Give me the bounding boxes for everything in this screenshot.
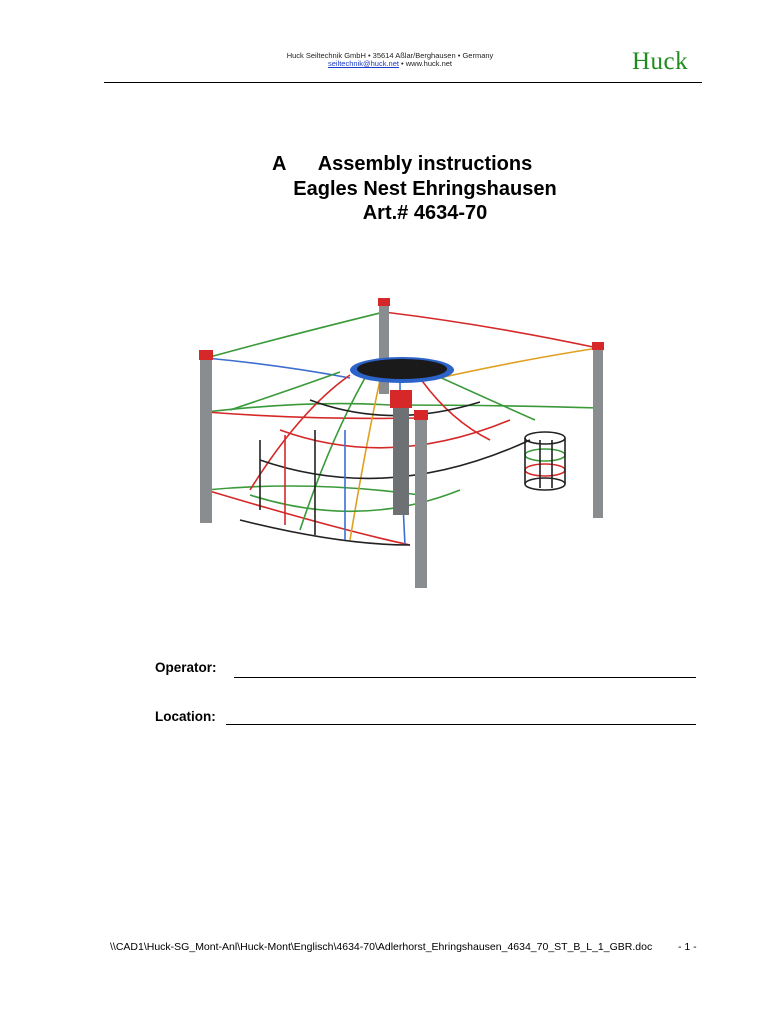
header-company-line: Huck Seiltechnik GmbH • 35614 Aßlar/Berghausen • Germany	[286, 51, 494, 60]
rope-tunnel	[525, 432, 565, 490]
location-line[interactable]	[226, 724, 696, 725]
footer-file-path: \\CAD1\Huck-SG_Mont-Anl\Huck-Mont\Englisch\4634-70\Adlerhorst_Ehringshausen_4634_70_ST_B_L_1_GBR.doc	[110, 941, 653, 953]
article-number: Art.# 4634-70	[362, 202, 488, 224]
post-center	[390, 390, 412, 515]
operator-line[interactable]	[234, 677, 696, 678]
section-letter: A	[272, 153, 287, 175]
post-left	[199, 350, 213, 523]
post-front	[414, 410, 428, 588]
page-number: - 1 -	[678, 941, 697, 953]
post-right	[592, 342, 604, 518]
document-title: Assembly instructions	[317, 153, 533, 175]
product-name: Eagles Nest Ehringshausen	[293, 178, 557, 200]
header-contact-line	[250, 59, 530, 68]
nest-ring	[350, 357, 454, 383]
eagles-nest-illustration	[190, 290, 620, 590]
operator-label: Operator:	[155, 660, 217, 675]
header-rule	[104, 82, 702, 83]
website-text: www.huck.net	[405, 59, 453, 68]
company-logo: Huck	[632, 48, 689, 75]
email-link[interactable]: seiltechnik@huck.net	[327, 59, 399, 68]
location-label: Location:	[155, 709, 216, 724]
contact-separator: •	[398, 59, 406, 68]
